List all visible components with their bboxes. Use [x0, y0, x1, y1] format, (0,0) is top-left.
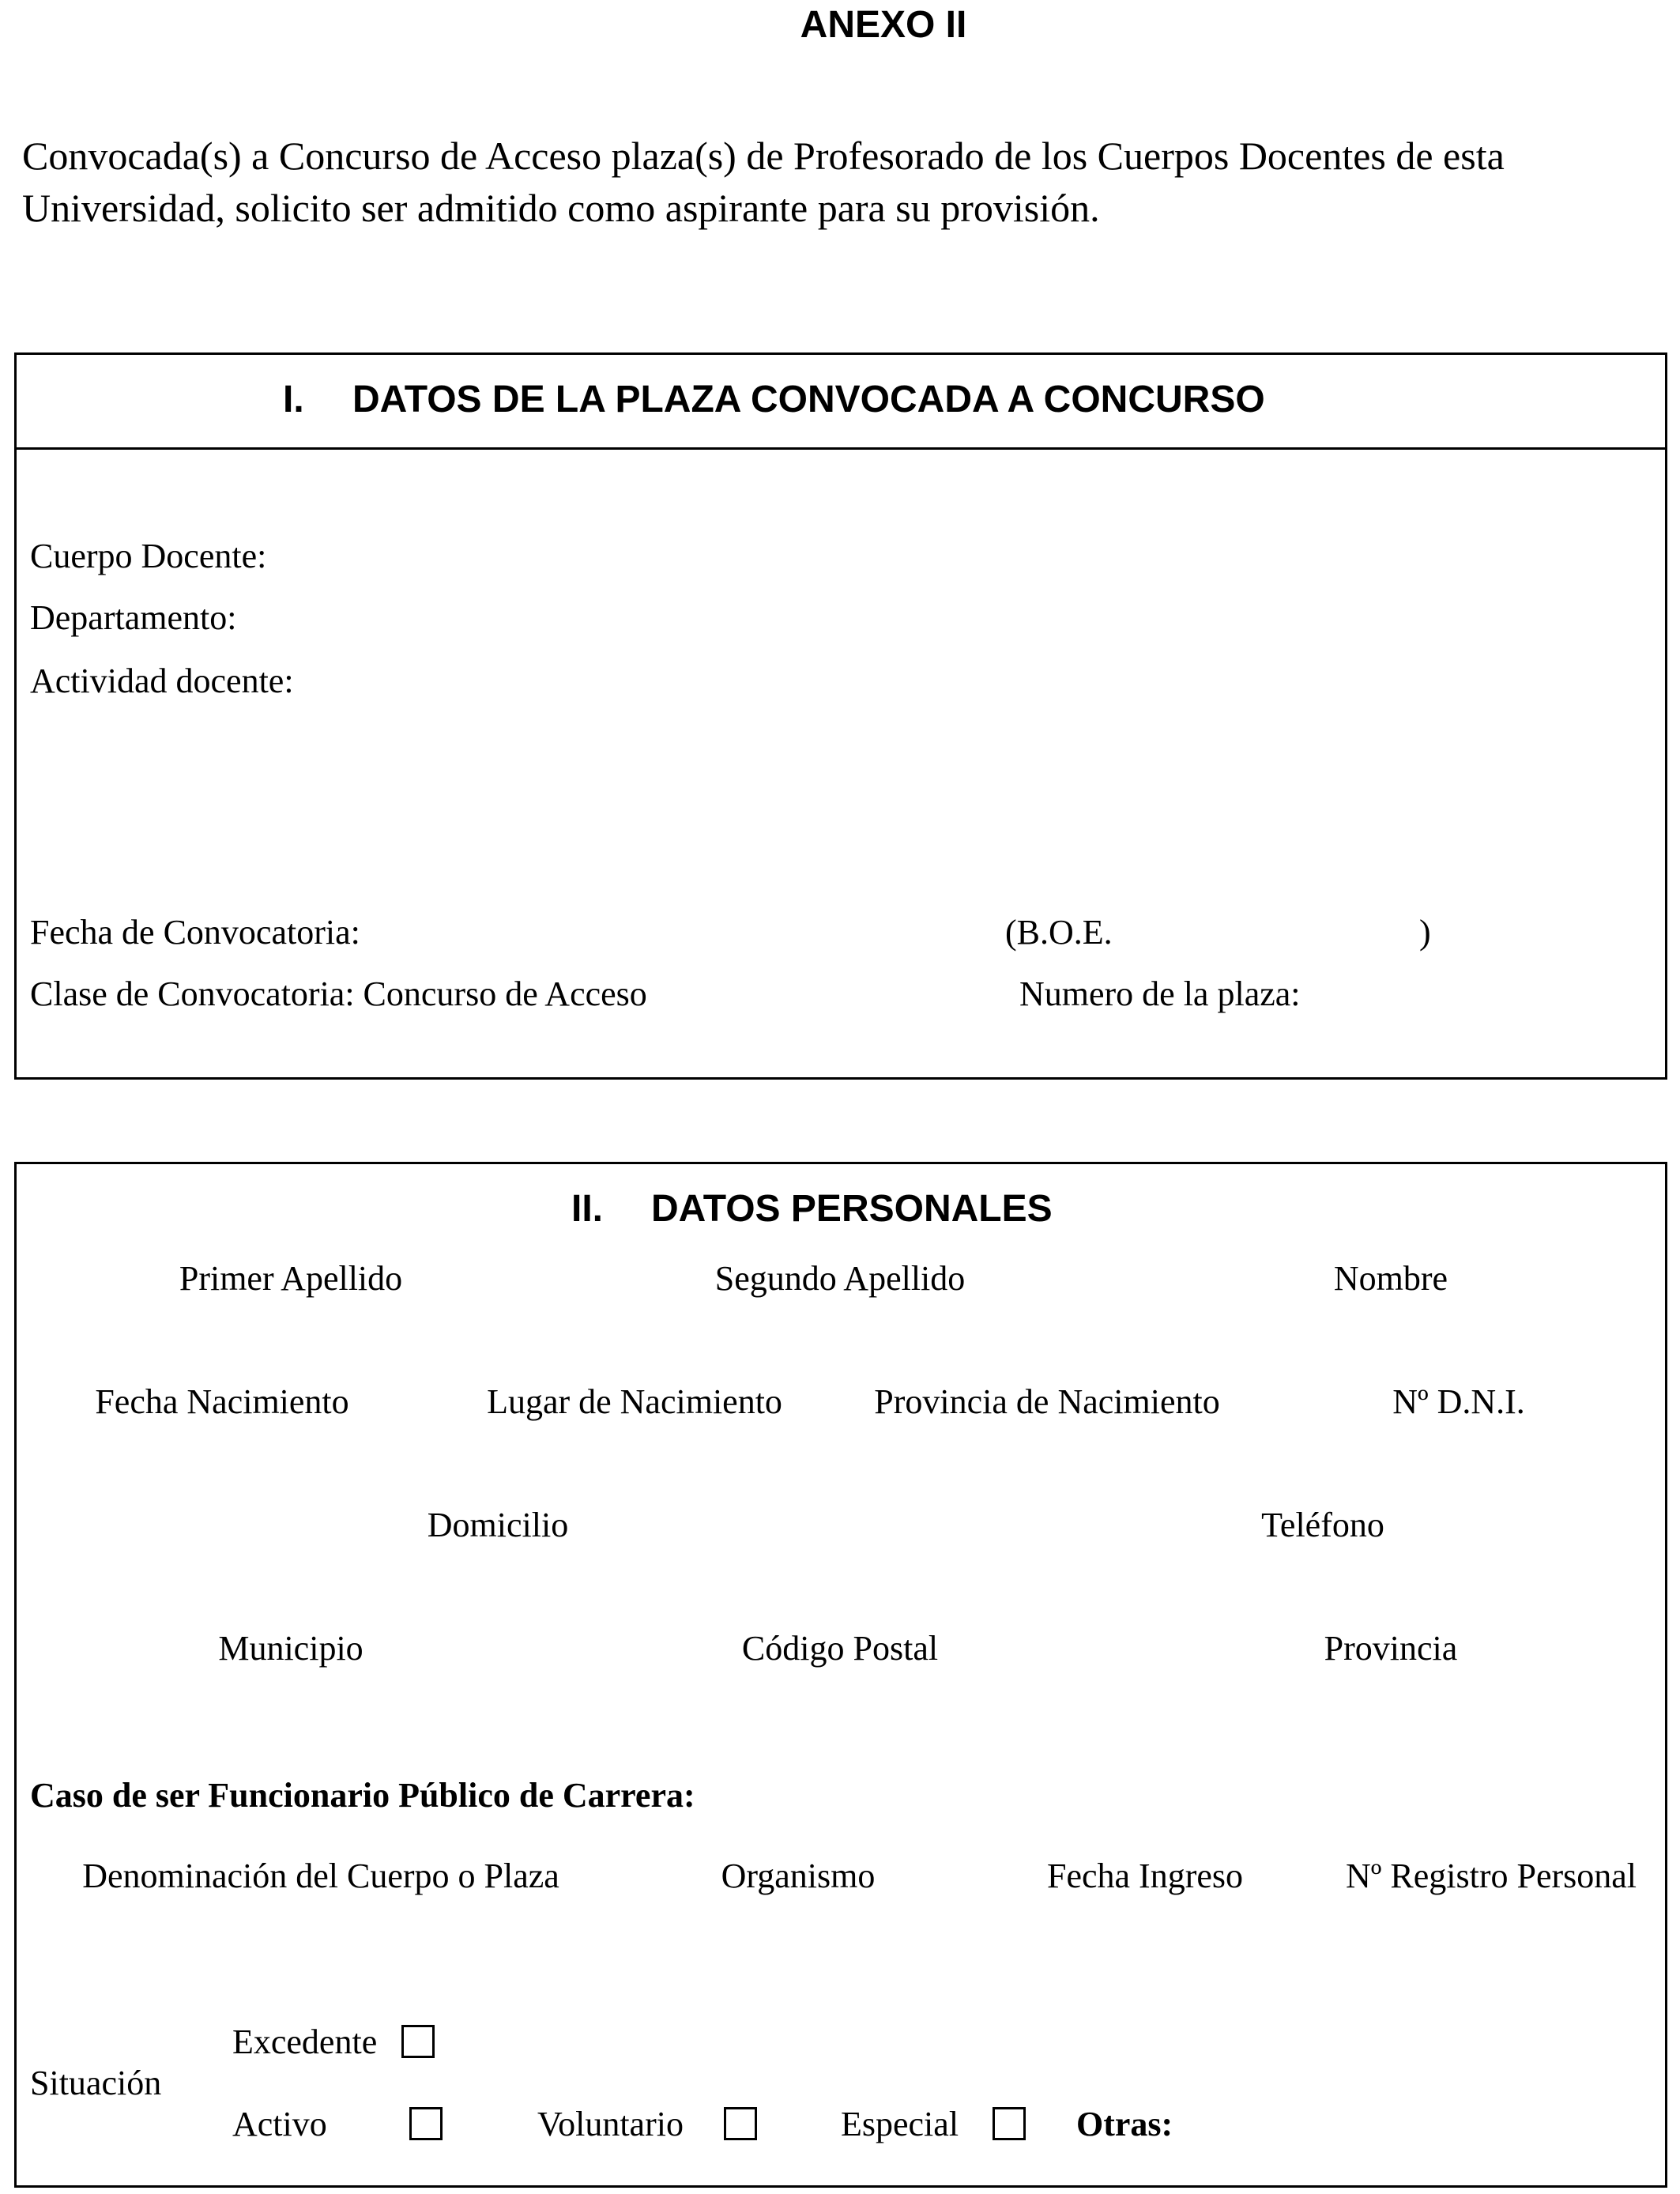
provincia-nacimiento-label: Provincia de Nacimiento [874, 1382, 1220, 1421]
otras-label: Otras: [1076, 2105, 1173, 2143]
excedente-label: Excedente [232, 2022, 378, 2061]
domicilio-label: Domicilio [427, 1506, 569, 1544]
fecha-convocatoria-label: Fecha de Convocatoria: [30, 913, 360, 952]
departamento-label: Departamento: [30, 598, 237, 637]
funcionario-heading: Caso de ser Funcionario Público de Carrera: [30, 1776, 695, 1815]
cuerpo-docente-label: Cuerpo Docente: [30, 537, 267, 575]
situacion-label: Situación [30, 2064, 162, 2102]
annex-title: ANEXO II [800, 4, 967, 46]
excedente-checkbox[interactable] [401, 2025, 435, 2058]
dni-label: Nº D.N.I. [1392, 1382, 1525, 1421]
registro-personal-label: Nº Registro Personal [1345, 1857, 1637, 1895]
denominacion-label: Denominación del Cuerpo o Plaza [82, 1857, 559, 1895]
voluntario-checkbox[interactable] [724, 2107, 757, 2140]
primer-apellido-label: Primer Apellido [179, 1259, 403, 1298]
section-plaza-number: I. [283, 379, 304, 420]
especial-label: Especial [841, 2105, 959, 2143]
municipio-label: Municipio [218, 1629, 363, 1668]
segundo-apellido-label: Segundo Apellido [714, 1259, 966, 1298]
actividad-docente-label: Actividad docente: [30, 662, 294, 700]
intro-line-1: Convocada(s) a Concurso de Acceso plaza(s) de Profesorado de los Cuerpos Docentes de esta [22, 134, 1505, 178]
especial-checkbox[interactable] [993, 2107, 1026, 2140]
provincia-label: Provincia [1324, 1629, 1458, 1668]
activo-label: Activo [232, 2105, 327, 2143]
telefono-label: Teléfono [1261, 1506, 1384, 1544]
section-personal-title: DATOS PERSONALES [651, 1188, 1053, 1230]
intro-line-2: Universidad, solicito ser admitido como aspirante para su provisión. [22, 186, 1100, 230]
fecha-nacimiento-label: Fecha Nacimiento [95, 1382, 349, 1421]
numero-plaza-label: Numero de la plaza: [1019, 974, 1301, 1013]
codigo-postal-label: Código Postal [741, 1629, 939, 1668]
section-plaza-divider [14, 447, 1667, 450]
section-plaza-title: DATOS DE LA PLAZA CONVOCADA A CONCURSO [352, 379, 1265, 420]
section-personal-number: II. [571, 1188, 604, 1230]
boe-open-label: (B.O.E. [1005, 913, 1113, 952]
boe-close-label: ) [1419, 913, 1431, 952]
clase-convocatoria-label: Clase de Convocatoria: Concurso de Acceso [30, 974, 647, 1013]
activo-checkbox[interactable] [409, 2107, 443, 2140]
voluntario-label: Voluntario [537, 2105, 684, 2143]
section-plaza-box [14, 352, 1667, 1080]
fecha-ingreso-label: Fecha Ingreso [1046, 1857, 1244, 1895]
organismo-label: Organismo [721, 1857, 876, 1895]
lugar-nacimiento-label: Lugar de Nacimiento [487, 1382, 782, 1421]
nombre-label: Nombre [1333, 1259, 1448, 1298]
